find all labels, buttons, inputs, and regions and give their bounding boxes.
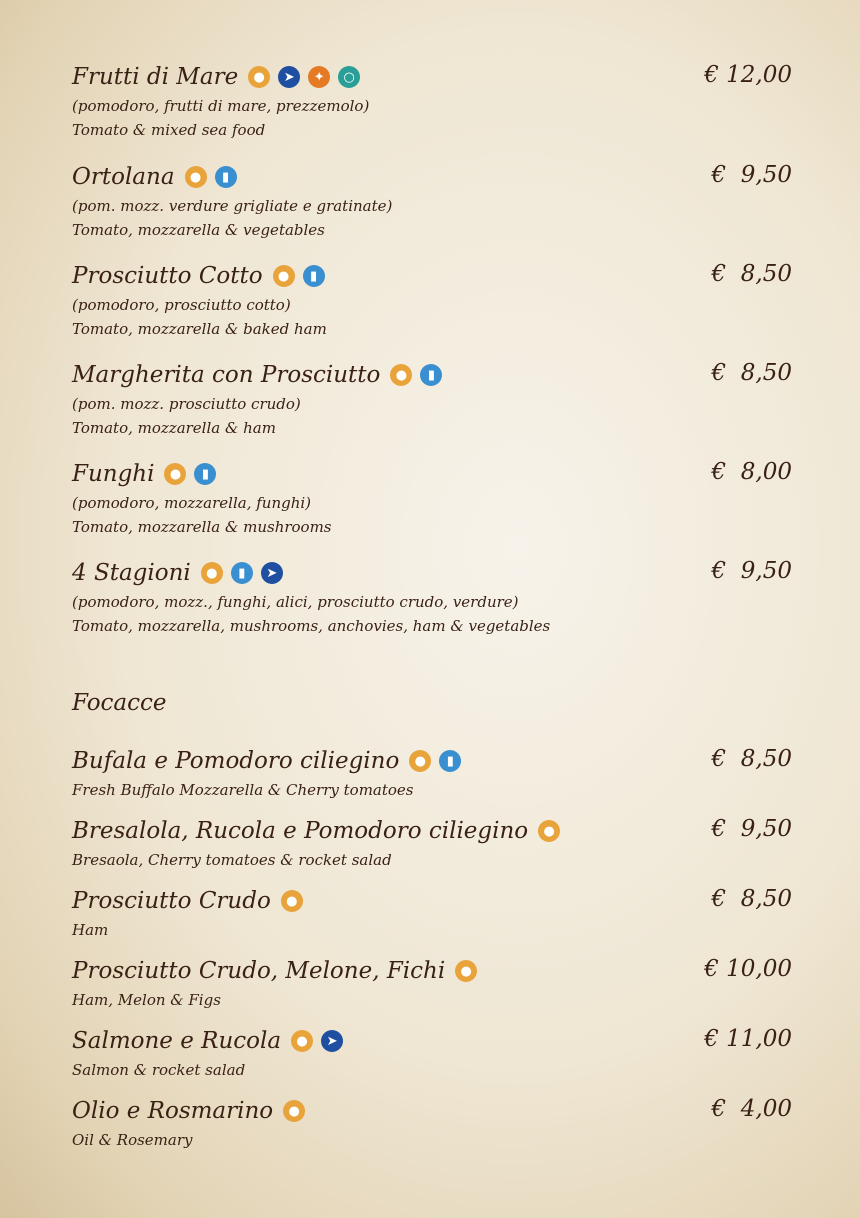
item-name: Olio e Rosmarino xyxy=(72,1098,274,1124)
item-description-en: Tomato, mozzarella & baked ham xyxy=(72,320,327,338)
gluten-icon: ● xyxy=(281,890,303,912)
gluten-icon: ● xyxy=(248,66,270,88)
mollusc-icon: ○ xyxy=(338,66,360,88)
gluten-icon: ● xyxy=(273,265,295,287)
item-description-en: Fresh Buffalo Mozzarella & Cherry tomatoes xyxy=(72,781,414,799)
item-description-en: Tomato, mozzarella & mushrooms xyxy=(72,518,332,536)
lactose-icon: ▮ xyxy=(231,562,253,584)
menu-item-bresaola-rucola xyxy=(72,814,792,872)
lactose-icon: ▮ xyxy=(420,364,442,386)
item-name: Prosciutto Cotto xyxy=(72,263,263,289)
gluten-icon: ● xyxy=(185,166,207,188)
item-price: € 8,50 xyxy=(711,261,792,287)
fish-icon: ➤ xyxy=(261,562,283,584)
item-price: € 8,50 xyxy=(711,746,792,772)
gluten-icon: ● xyxy=(390,364,412,386)
menu-item-salmone-e-rucola xyxy=(72,1024,792,1082)
item-price: € 9,50 xyxy=(711,816,792,842)
item-description-it: (pomodoro, prosciutto cotto) xyxy=(72,296,291,314)
gluten-icon: ● xyxy=(538,820,560,842)
item-name: Ortolana xyxy=(72,164,175,190)
item-price: € 4,00 xyxy=(711,1096,792,1122)
item-price: € 9,50 xyxy=(711,558,792,584)
item-description-en: Tomato, mozzarella, mushrooms, anchovies, ham & vegetables xyxy=(72,617,551,635)
item-name: Bufala e Pomodoro ciliegino xyxy=(72,748,400,774)
menu-item-prosciutto-melone-fichi xyxy=(72,954,792,1012)
item-description-en: Tomato, mozzarella & vegetables xyxy=(72,221,325,239)
item-description-en: Oil & Rosemary xyxy=(72,1131,193,1149)
fish-icon: ➤ xyxy=(278,66,300,88)
gluten-icon: ● xyxy=(291,1030,313,1052)
item-description-it: (pomodoro, frutti di mare, prezzemolo) xyxy=(72,97,370,115)
item-description-en: Bresaola, Cherry tomatoes & rocket salad xyxy=(72,851,392,869)
menu-item-4-stagioni xyxy=(72,556,792,638)
menu-item-frutti-di-mare xyxy=(72,60,792,142)
item-name: Funghi xyxy=(72,461,155,487)
menu-item-olio-e-rosmarino xyxy=(72,1094,792,1152)
menu-item-funghi xyxy=(72,457,792,539)
item-name: Prosciutto Crudo, Melone, Fichi xyxy=(72,958,446,984)
item-name: Salmone e Rucola xyxy=(72,1028,282,1054)
item-price: € 8,00 xyxy=(711,459,792,485)
menu-item-ortolana xyxy=(72,160,792,242)
item-price: € 10,00 xyxy=(704,956,792,982)
item-price: € 8,50 xyxy=(711,360,792,386)
gluten-icon: ● xyxy=(201,562,223,584)
item-description-it: (pom. mozz. prosciutto crudo) xyxy=(72,395,301,413)
menu-item-prosciutto-cotto xyxy=(72,259,792,341)
item-name: Bresalola, Rucola e Pomodoro ciliegino xyxy=(72,818,529,844)
gluten-icon: ● xyxy=(283,1100,305,1122)
item-description-en: Salmon & rocket salad xyxy=(72,1061,246,1079)
shellfish-icon: ✦ xyxy=(308,66,330,88)
lactose-icon: ▮ xyxy=(194,463,216,485)
item-description-en: Tomato & mixed sea food xyxy=(72,121,266,139)
gluten-icon: ● xyxy=(164,463,186,485)
item-price: € 12,00 xyxy=(704,62,792,88)
lactose-icon: ▮ xyxy=(303,265,325,287)
menu-item-prosciutto-crudo xyxy=(72,884,792,942)
menu-item-bufala-e-pomodoro xyxy=(72,744,792,802)
item-price: € 9,50 xyxy=(711,162,792,188)
item-price: € 11,00 xyxy=(704,1026,792,1052)
item-name: 4 Stagioni xyxy=(72,560,191,586)
menu-item-margherita-con-prosciutto xyxy=(72,358,792,440)
item-description-it: (pom. mozz. verdure grigliate e gratinate) xyxy=(72,197,393,215)
lactose-icon: ▮ xyxy=(439,750,461,772)
item-description-en: Tomato, mozzarella & ham xyxy=(72,419,276,437)
item-description-it: (pomodoro, mozzarella, funghi) xyxy=(72,494,312,512)
fish-icon: ➤ xyxy=(321,1030,343,1052)
item-name: Frutti di Mare xyxy=(72,64,239,90)
section-title-focacce: Focacce xyxy=(72,690,167,716)
item-price: € 8,50 xyxy=(711,886,792,912)
item-name: Margherita con Prosciutto xyxy=(72,362,381,388)
item-name: Prosciutto Crudo xyxy=(72,888,271,914)
gluten-icon: ● xyxy=(455,960,477,982)
item-description-it: (pomodoro, mozz., funghi, alici, prosciutto crudo, verdure) xyxy=(72,593,519,611)
item-description-en: Ham, Melon & Figs xyxy=(72,991,221,1009)
item-description-en: Ham xyxy=(72,921,109,939)
gluten-icon: ● xyxy=(409,750,431,772)
lactose-icon: ▮ xyxy=(215,166,237,188)
